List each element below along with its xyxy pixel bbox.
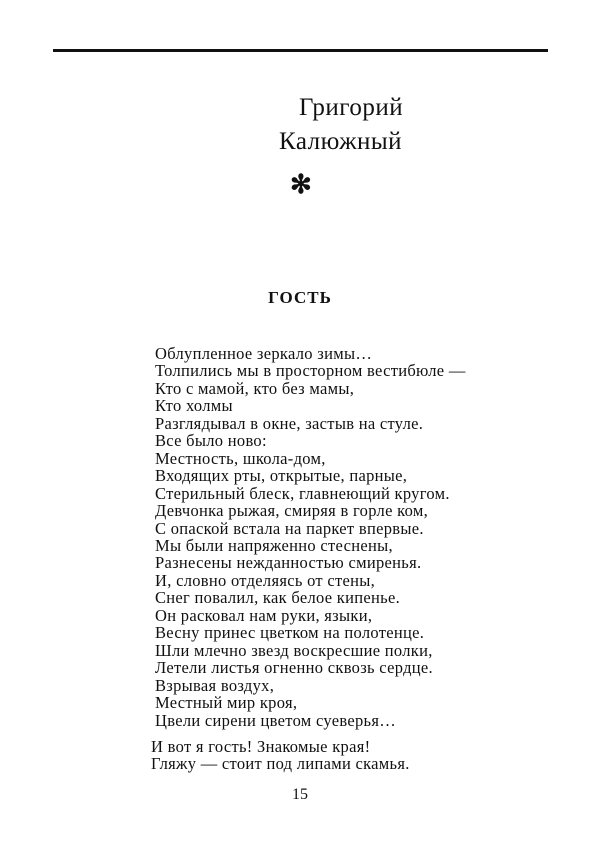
- poem-line: Весну принес цветком на полотенце.: [155, 623, 425, 643]
- poem-line: Разглядывал в окне, застыв на стуле.: [155, 413, 424, 433]
- poem-line: Летели листья огненно сквозь сердце.: [155, 658, 433, 678]
- poem-line: Снег повалил, как белое кипенье.: [155, 588, 400, 608]
- poem-line: Местность, школа-дом,: [155, 448, 326, 468]
- poem-line: С опаской встала на паркет впервые.: [155, 518, 424, 538]
- poem-stanza-2: [151, 738, 410, 773]
- poem-line: Стерильный блеск, главнеющий кругом.: [155, 483, 450, 503]
- poem-line: Кто холмы: [155, 396, 233, 416]
- top-rule-divider: [53, 49, 548, 52]
- poem-line: И, словно отделяясь от стены,: [155, 570, 376, 590]
- poem-line: Разнесены нежданностью смиренья.: [155, 553, 422, 573]
- asterisk-ornament-icon: ✻: [290, 170, 312, 200]
- poem-line: Входящих рты, открытые, парные,: [155, 466, 408, 486]
- author-first-name: Григорий: [299, 94, 404, 121]
- poem-line: Мы были напряженно стеснены,: [155, 535, 393, 555]
- poem-line: Местный мир кроя,: [155, 693, 298, 713]
- poem-title: ГОСТЬ: [268, 288, 332, 307]
- poem-line: И вот я гость! Знакомые края!: [151, 737, 371, 756]
- author-last-name: Калюжный: [279, 128, 403, 155]
- poem-line: Гляжу — стоит под липами скамья.: [151, 754, 410, 774]
- poem-line: Шли млечно звезд воскресшие полки,: [155, 640, 433, 660]
- poem-line: Он расковал нам руки, языки,: [155, 605, 373, 625]
- poem-line: Девчонка рыжая, смиряя в горле ком,: [155, 501, 429, 521]
- page-number: 15: [292, 786, 308, 803]
- poem-line: Облупленное зеркало зимы…: [155, 344, 373, 363]
- poem-line: Взрывая воздух,: [155, 675, 275, 695]
- poem-line: Все было ново:: [155, 431, 267, 451]
- poem-line: Цвели сирени цветом суеверья…: [155, 710, 397, 730]
- poem-line: Толпились мы в просторном вестибюле —: [155, 361, 466, 381]
- poem-line: Кто с мамой, кто без мамы,: [155, 378, 355, 398]
- poem-stanza-1: [155, 345, 466, 729]
